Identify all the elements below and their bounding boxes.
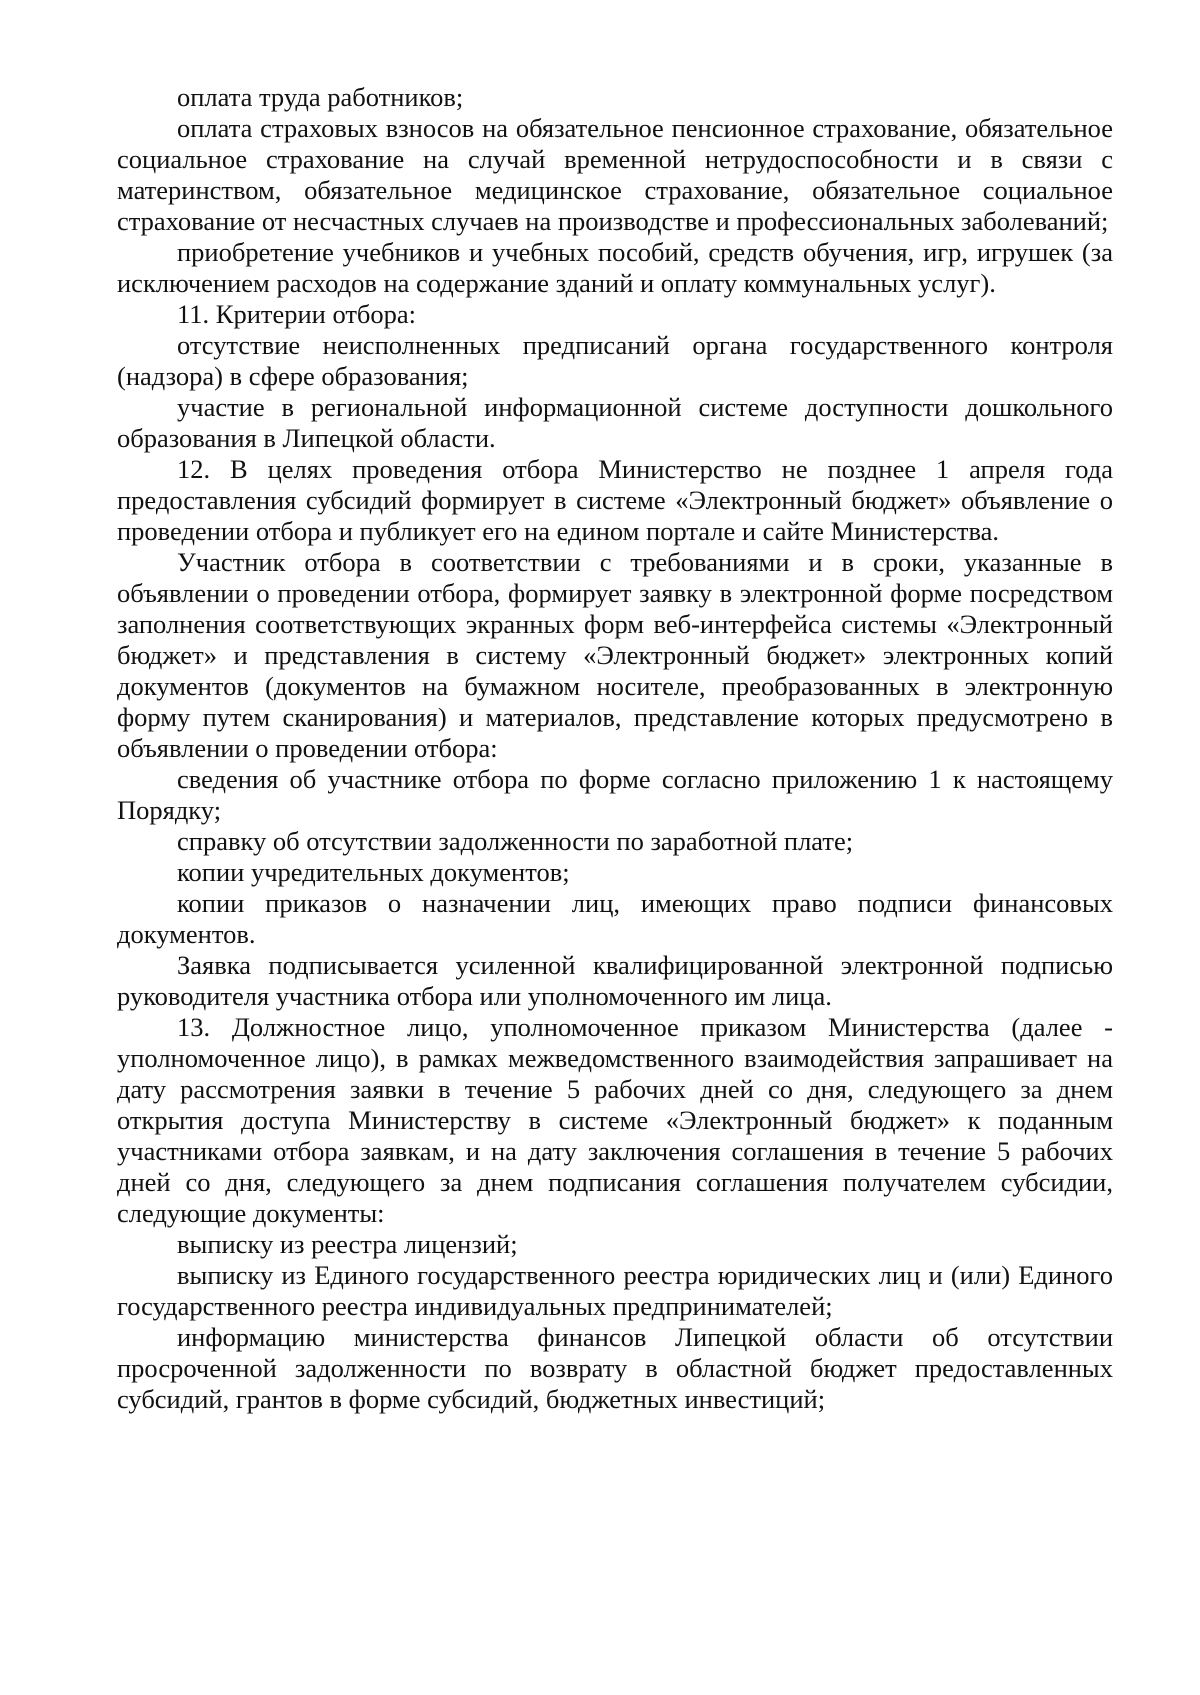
paragraph-registry-extract: выписку из Единого государственного реестра юридических лиц и (или) Единого государственного реестра индивидуальных предпринимателей; [117,1260,1113,1321]
paragraph-section-11: 11. Критерии отбора: [177,299,417,329]
paragraph-section-12: 12. В целях проведения отбора Министерство не позднее 1 апреля года предоставления субсидий формирует в системе «Электронный бюджет» объявление о проведении отбора и публикует его на едином портале и сайте Министерства. [117,454,1113,546]
paragraph-signature: Заявка подписывается усиленной квалифицированной электронной подписью руководителя участника отбора или уполномоченного им лица. [117,950,1113,1011]
paragraph-wages: оплата труда работников; [177,82,464,112]
paragraph-participant-info: сведения об участнике отбора по форме согласно приложению 1 к настоящему Порядку; [117,764,1113,825]
paragraph-textbooks: приобретение учебников и учебных пособий, средств обучения, игр, игрушек (за исключением расходов на содержание зданий и оплату коммунальных услуг). [117,237,1113,298]
paragraph-no-violations: отсутствие неисполненных предписаний органа государственного контроля (надзора) в сфере образования; [117,330,1113,391]
paragraph-finance-ministry-info: информацию министерства финансов Липецкой области об отсутствии просроченной задолженности по возврату в областной бюджет предоставленных субсидий, грантов в форме субсидий, бюджетных инвестиций; [117,1322,1113,1414]
paragraph-section-13: 13. Должностное лицо, уполномоченное приказом Министерства (далее - уполномоченное лицо), в рамках межведомственного взаимодействия запрашивает на дату рассмотрения заявки в течение 5 рабочих дней со дня, следующего за днем открытия доступа Министерству в системе «Электронный бюджет» к поданным участниками отбора заявкам, и на дату заключения соглашения в течение 5 рабочих дней со дня, следующего за днем подписания соглашения получателем субсидии, следующие документы: [117,1012,1113,1228]
paragraph-regional-system: участие в региональной информационной системе доступности дошкольного образования в Липецкой области. [117,392,1113,453]
paragraph-founding-documents: копии учредительных документов; [177,857,570,887]
paragraph-license-extract: выписку из реестра лицензий; [177,1229,518,1259]
paragraph-participant-application: Участник отбора в соответствии с требованиями и в сроки, указанные в объявлении о проведении отбора, формирует заявку в электронной форме посредством заполнения соответствующих экранных форм веб-интерфейса системы «Электронный бюджет» и представления в систему «Электронный бюджет» электронных копий документов (документов на бумажном носителе, преобразованных в электронную форму путем сканирования) и материалов, представление которых предусмотрено в объявлении о проведении отбора: [117,547,1113,763]
paragraph-signatory-orders: копии приказов о назначении лиц, имеющих право подписи финансовых документов. [117,888,1113,949]
paragraph-no-debt-certificate: справку об отсутствии задолженности по заработной плате; [177,826,854,856]
document-body [117,82,1113,1415]
paragraph-insurance: оплата страховых взносов на обязательное пенсионное страхование, обязательное социальное страхование на случай временной нетрудоспособности и в связи с материнством, обязательное медицинское страхование, обязательное социальное страхование от несчастных случаев на производстве и профессиональных заболеваний; [117,113,1113,236]
